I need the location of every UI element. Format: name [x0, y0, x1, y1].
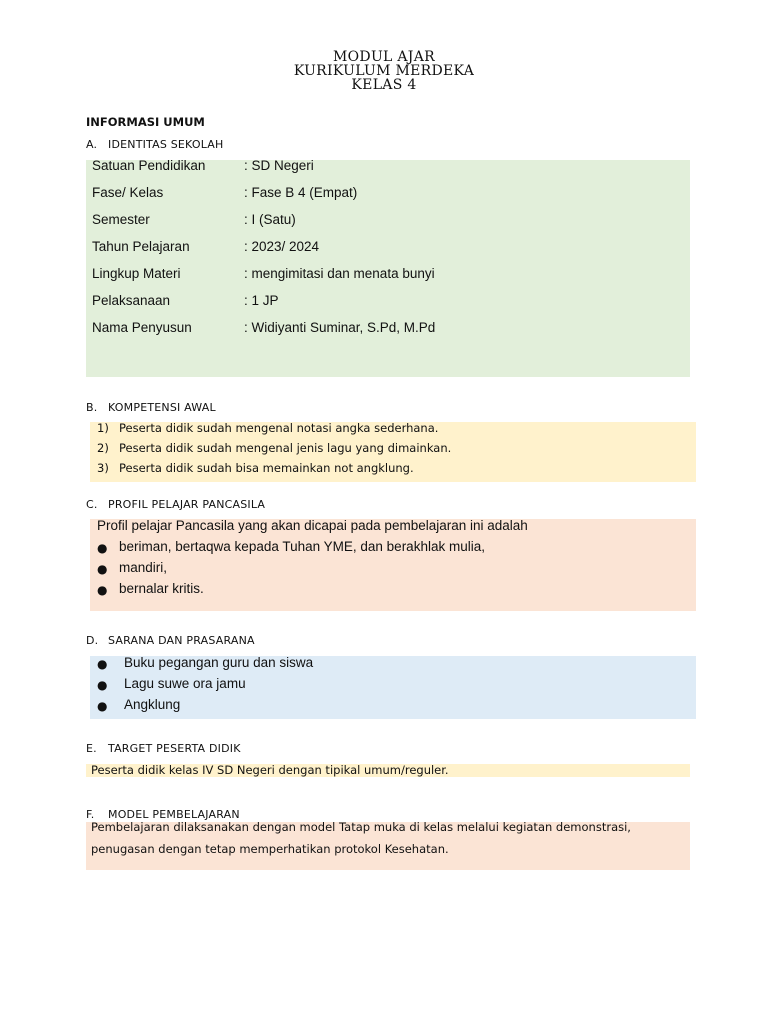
model-text-line-2: penugasan dengan tetap memperhatikan protokol Kesehatan.	[91, 842, 449, 856]
list-text: Peserta didik sudah mengenal jenis lagu yang dimainkan.	[119, 441, 452, 455]
section-d-title: SARANA DAN PRASARANA	[108, 634, 255, 647]
section-a-title: IDENTITAS SEKOLAH	[108, 138, 224, 151]
title-line-1: MODUL AJAR	[333, 49, 435, 65]
list-item: beriman, bertaqwa kepada Tuhan YME, dan berakhlak mulia,	[119, 539, 485, 554]
identitas-value: : Widiyanti Suminar, S.Pd, M.Pd	[244, 320, 436, 335]
identitas-value: : mengimitasi dan menata bunyi	[244, 266, 435, 281]
section-e-heading	[86, 742, 241, 755]
identitas-value: : 1 JP	[244, 293, 279, 308]
section-b-title: KOMPETENSI AWAL	[108, 401, 216, 414]
profil-intro: Profil pelajar Pancasila yang akan dicapai pada pembelajaran ini adalah	[97, 518, 528, 533]
identitas-value: : I (Satu)	[244, 212, 296, 227]
model-text-line-1: Pembelajaran dilaksanakan dengan model Tatap muka di kelas melalui kegiatan demonstrasi,	[91, 820, 631, 834]
section-b-letter: B.	[86, 401, 98, 414]
identitas-value: : SD Negeri	[244, 158, 314, 173]
section-e-letter: E.	[86, 742, 97, 755]
list-number: 2)	[97, 441, 109, 455]
list-item: bernalar kritis.	[119, 581, 204, 596]
list-item: mandiri,	[119, 560, 168, 575]
bullet-icon: ●	[97, 699, 108, 713]
bullet-icon: ●	[97, 562, 108, 576]
section-c-letter: C.	[86, 498, 98, 511]
section-a-letter: A.	[86, 138, 98, 151]
identitas-key: Fase/ Kelas	[92, 185, 164, 200]
target-text: Peserta didik kelas IV SD Negeri dengan tipikal umum/reguler.	[91, 763, 449, 777]
list-text: Peserta didik sudah bisa memainkan not angklung.	[119, 461, 414, 475]
list-item: Buku pegangan guru dan siswa	[124, 655, 314, 670]
list-item: Angklung	[124, 697, 181, 712]
section-b-heading	[86, 401, 216, 414]
info-umum-heading: INFORMASI UMUM	[86, 115, 205, 129]
document-title	[0, 50, 768, 92]
identitas-key: Satuan Pendidikan	[92, 158, 206, 173]
section-f-letter: F.	[86, 808, 95, 821]
section-c-heading	[86, 498, 265, 511]
identitas-key: Lingkup Materi	[92, 266, 181, 281]
title-line-2: KURIKULUM MERDEKA	[293, 63, 475, 79]
section-f-title: MODEL PEMBELAJARAN	[108, 808, 240, 821]
title-line-3: KELAS 4	[351, 77, 417, 93]
section-a-heading	[86, 138, 224, 151]
identitas-key: Pelaksanaan	[92, 293, 171, 308]
identitas-key: Tahun Pelajaran	[92, 239, 190, 254]
list-number: 1)	[97, 421, 109, 435]
bullet-icon: ●	[97, 541, 108, 555]
list-item: Lagu suwe ora jamu	[124, 676, 246, 691]
identitas-value: : 2023/ 2024	[244, 239, 320, 254]
bullet-icon: ●	[97, 583, 108, 597]
section-e-title: TARGET PESERTA DIDIK	[108, 742, 241, 755]
identitas-value: : Fase B 4 (Empat)	[244, 185, 358, 200]
bullet-icon: ●	[97, 657, 108, 671]
section-d-heading	[86, 634, 255, 647]
list-text: Peserta didik sudah mengenal notasi angka sederhana.	[119, 421, 439, 435]
list-item	[97, 461, 414, 475]
list-number: 3)	[97, 461, 109, 475]
section-d-letter: D.	[86, 634, 99, 647]
section-c-title: PROFIL PELAJAR PANCASILA	[108, 498, 266, 511]
identitas-key: Semester	[92, 212, 150, 227]
bullet-icon: ●	[97, 678, 108, 692]
identitas-key: Nama Penyusun	[92, 320, 192, 335]
list-item	[97, 441, 451, 455]
list-item	[97, 421, 438, 435]
